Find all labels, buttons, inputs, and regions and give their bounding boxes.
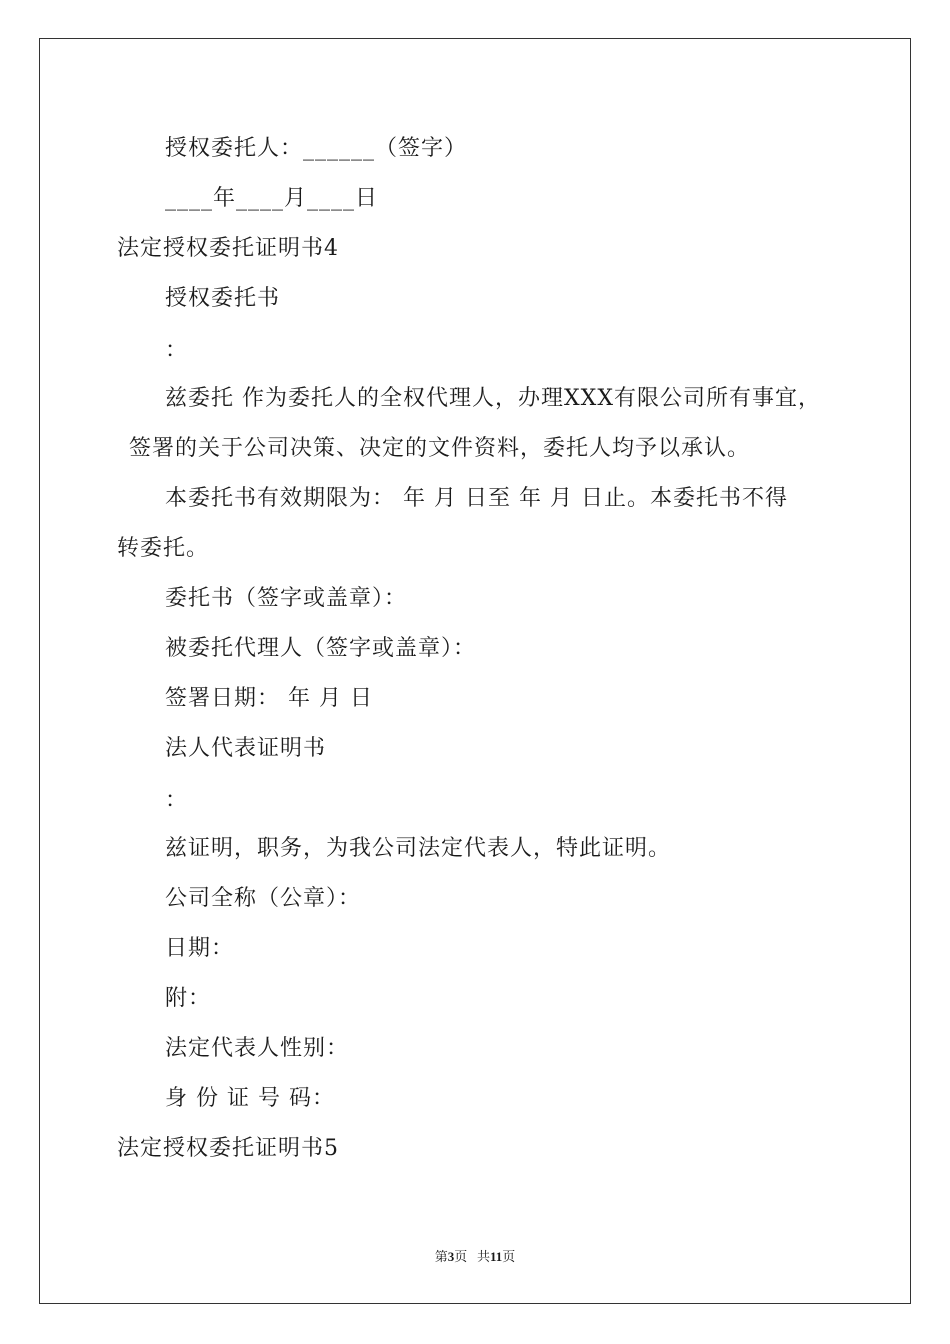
page-suffix: 页 xyxy=(454,1249,468,1264)
paragraph-line: 转委托。 xyxy=(117,536,210,561)
page-total: 11 xyxy=(489,1249,503,1264)
authorizer-signature-line: 授权委托人：______（签字） xyxy=(165,136,468,161)
signature-field: 被委托代理人（签字或盖章）： xyxy=(165,636,477,661)
page-current: 3 xyxy=(447,1249,455,1264)
paragraph-line: 签署的关于公司决策、决定的文件资料，委托人均予以承认。 xyxy=(129,436,751,461)
section-heading-4: 法定授权委托证明书4 xyxy=(117,236,339,261)
certificate-title: 法人代表证明书 xyxy=(165,736,327,761)
company-name-field: 公司全称（公章）： xyxy=(165,886,362,911)
paragraph-line: 兹证明，职务，为我公司法定代表人，特此证明。 xyxy=(165,836,672,861)
letter-title: 授权委托书 xyxy=(165,286,281,311)
signing-date-field: 签署日期： 年 月 日 xyxy=(165,686,373,711)
salutation-colon: ： xyxy=(165,338,189,363)
paragraph-line: 兹委托 作为委托人的全权代理人，办理XXX有限公司所有事宜， xyxy=(165,386,821,411)
total-prefix: 共 xyxy=(476,1249,490,1264)
date-blank-line: ____年____月____日 xyxy=(165,186,379,211)
total-suffix: 页 xyxy=(502,1249,516,1264)
date-field: 日期： xyxy=(165,936,235,961)
paragraph-line: 本委托书有效期限为： 年 月 日至 年 月 日止。本委托书不得 xyxy=(165,486,788,511)
salutation-colon: ： xyxy=(165,788,189,813)
section-heading-5: 法定授权委托证明书5 xyxy=(117,1136,339,1161)
signature-field: 委托书（签字或盖章）： xyxy=(165,586,408,611)
id-number-field: 身 份 证 号 码： xyxy=(165,1086,335,1111)
page-footer xyxy=(0,1248,950,1266)
attachment-label: 附： xyxy=(165,986,212,1011)
page-border xyxy=(39,38,911,1304)
page-prefix: 第 xyxy=(434,1249,448,1264)
gender-field: 法定代表人性别： xyxy=(165,1036,350,1061)
